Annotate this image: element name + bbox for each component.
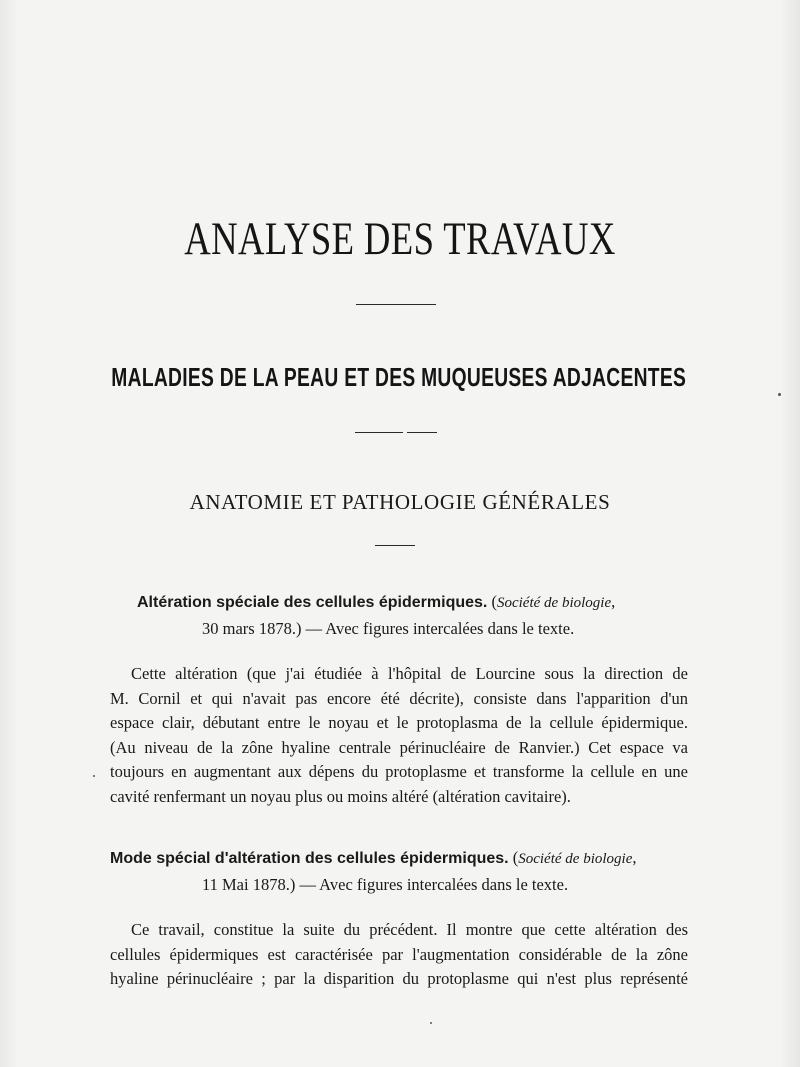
- section-divider-left: [355, 432, 403, 433]
- paragraph-line: cavité renfermant un noyau plus ou moins altéré (altération cavitaire).: [110, 786, 571, 806]
- paper-speck: [430, 1022, 432, 1024]
- subsection-title: ANATOMIE ET PATHOLOGIE GÉNÉRALES: [189, 490, 611, 514]
- entry-2-date-line: 11 Mai 1878.) — Avec figures intercalées dans le texte.: [202, 875, 569, 894]
- paragraph-line: hyaline périnucléaire ; par la disparition du protoplasme qui n'est plus représenté: [110, 969, 688, 989]
- paragraph-line: Ce travail, constitue la suite du précédent. Il montre que cette altération des: [131, 920, 688, 939]
- paragraph-line: (Au niveau de la zône hyaline centrale périnucléaire de Ranvier.) Cet espace va: [110, 737, 688, 757]
- main-title: ANALYSE DES TRAVAUX: [184, 213, 616, 265]
- entry-2-heading: [110, 848, 637, 868]
- paper-speck: [778, 393, 781, 396]
- entry-2-paragraph: [110, 918, 688, 992]
- entry-1-source: Société de biologie: [496, 595, 612, 611]
- paragraph-line: M. Cornil et qui n'avait pas encore été décrite), consiste dans l'apparition d'un: [110, 688, 688, 708]
- paragraph-line: Cette altération (que j'ai étudiée à l'hôpital de Lourcine sous la direction de: [131, 664, 688, 683]
- entry-1-source-sep: ,: [611, 592, 616, 611]
- section-title: MALADIES DE LA PEAU ET DES MUQUEUSES ADJACENTES: [111, 362, 687, 392]
- entry-1-source-open: (: [491, 592, 497, 611]
- paragraph-line: cellules épidermiques est caractérisée par l'augmentation considérable de la zône: [110, 944, 688, 964]
- section-divider-right: [407, 432, 437, 433]
- paragraph-line: espace clair, débutant entre le noyau et le protoplasma de la cellule épidermique.: [110, 713, 688, 733]
- entry-2-source-open: (: [512, 848, 519, 867]
- entry-1-date-line: 30 mars 1878.) — Avec figures intercalées dans le texte.: [202, 619, 575, 638]
- paper-speck: [93, 775, 95, 777]
- entry-2-title: Mode spécial d'altération des cellules épidermiques.: [110, 850, 509, 867]
- entry-1-heading: [137, 592, 615, 612]
- entry-2-source-sep: ,: [632, 848, 637, 867]
- entry-1-paragraph: [110, 662, 688, 810]
- entry-2-source: Société de biologie: [518, 851, 633, 867]
- entry-1-title: Altération spéciale des cellules épidermiques.: [137, 594, 488, 611]
- paragraph-line: toujours en augmentant aux dépens du protoplasme et transforme la cellule en une: [110, 762, 688, 782]
- title-divider: [356, 304, 436, 305]
- subsection-divider: [375, 545, 415, 546]
